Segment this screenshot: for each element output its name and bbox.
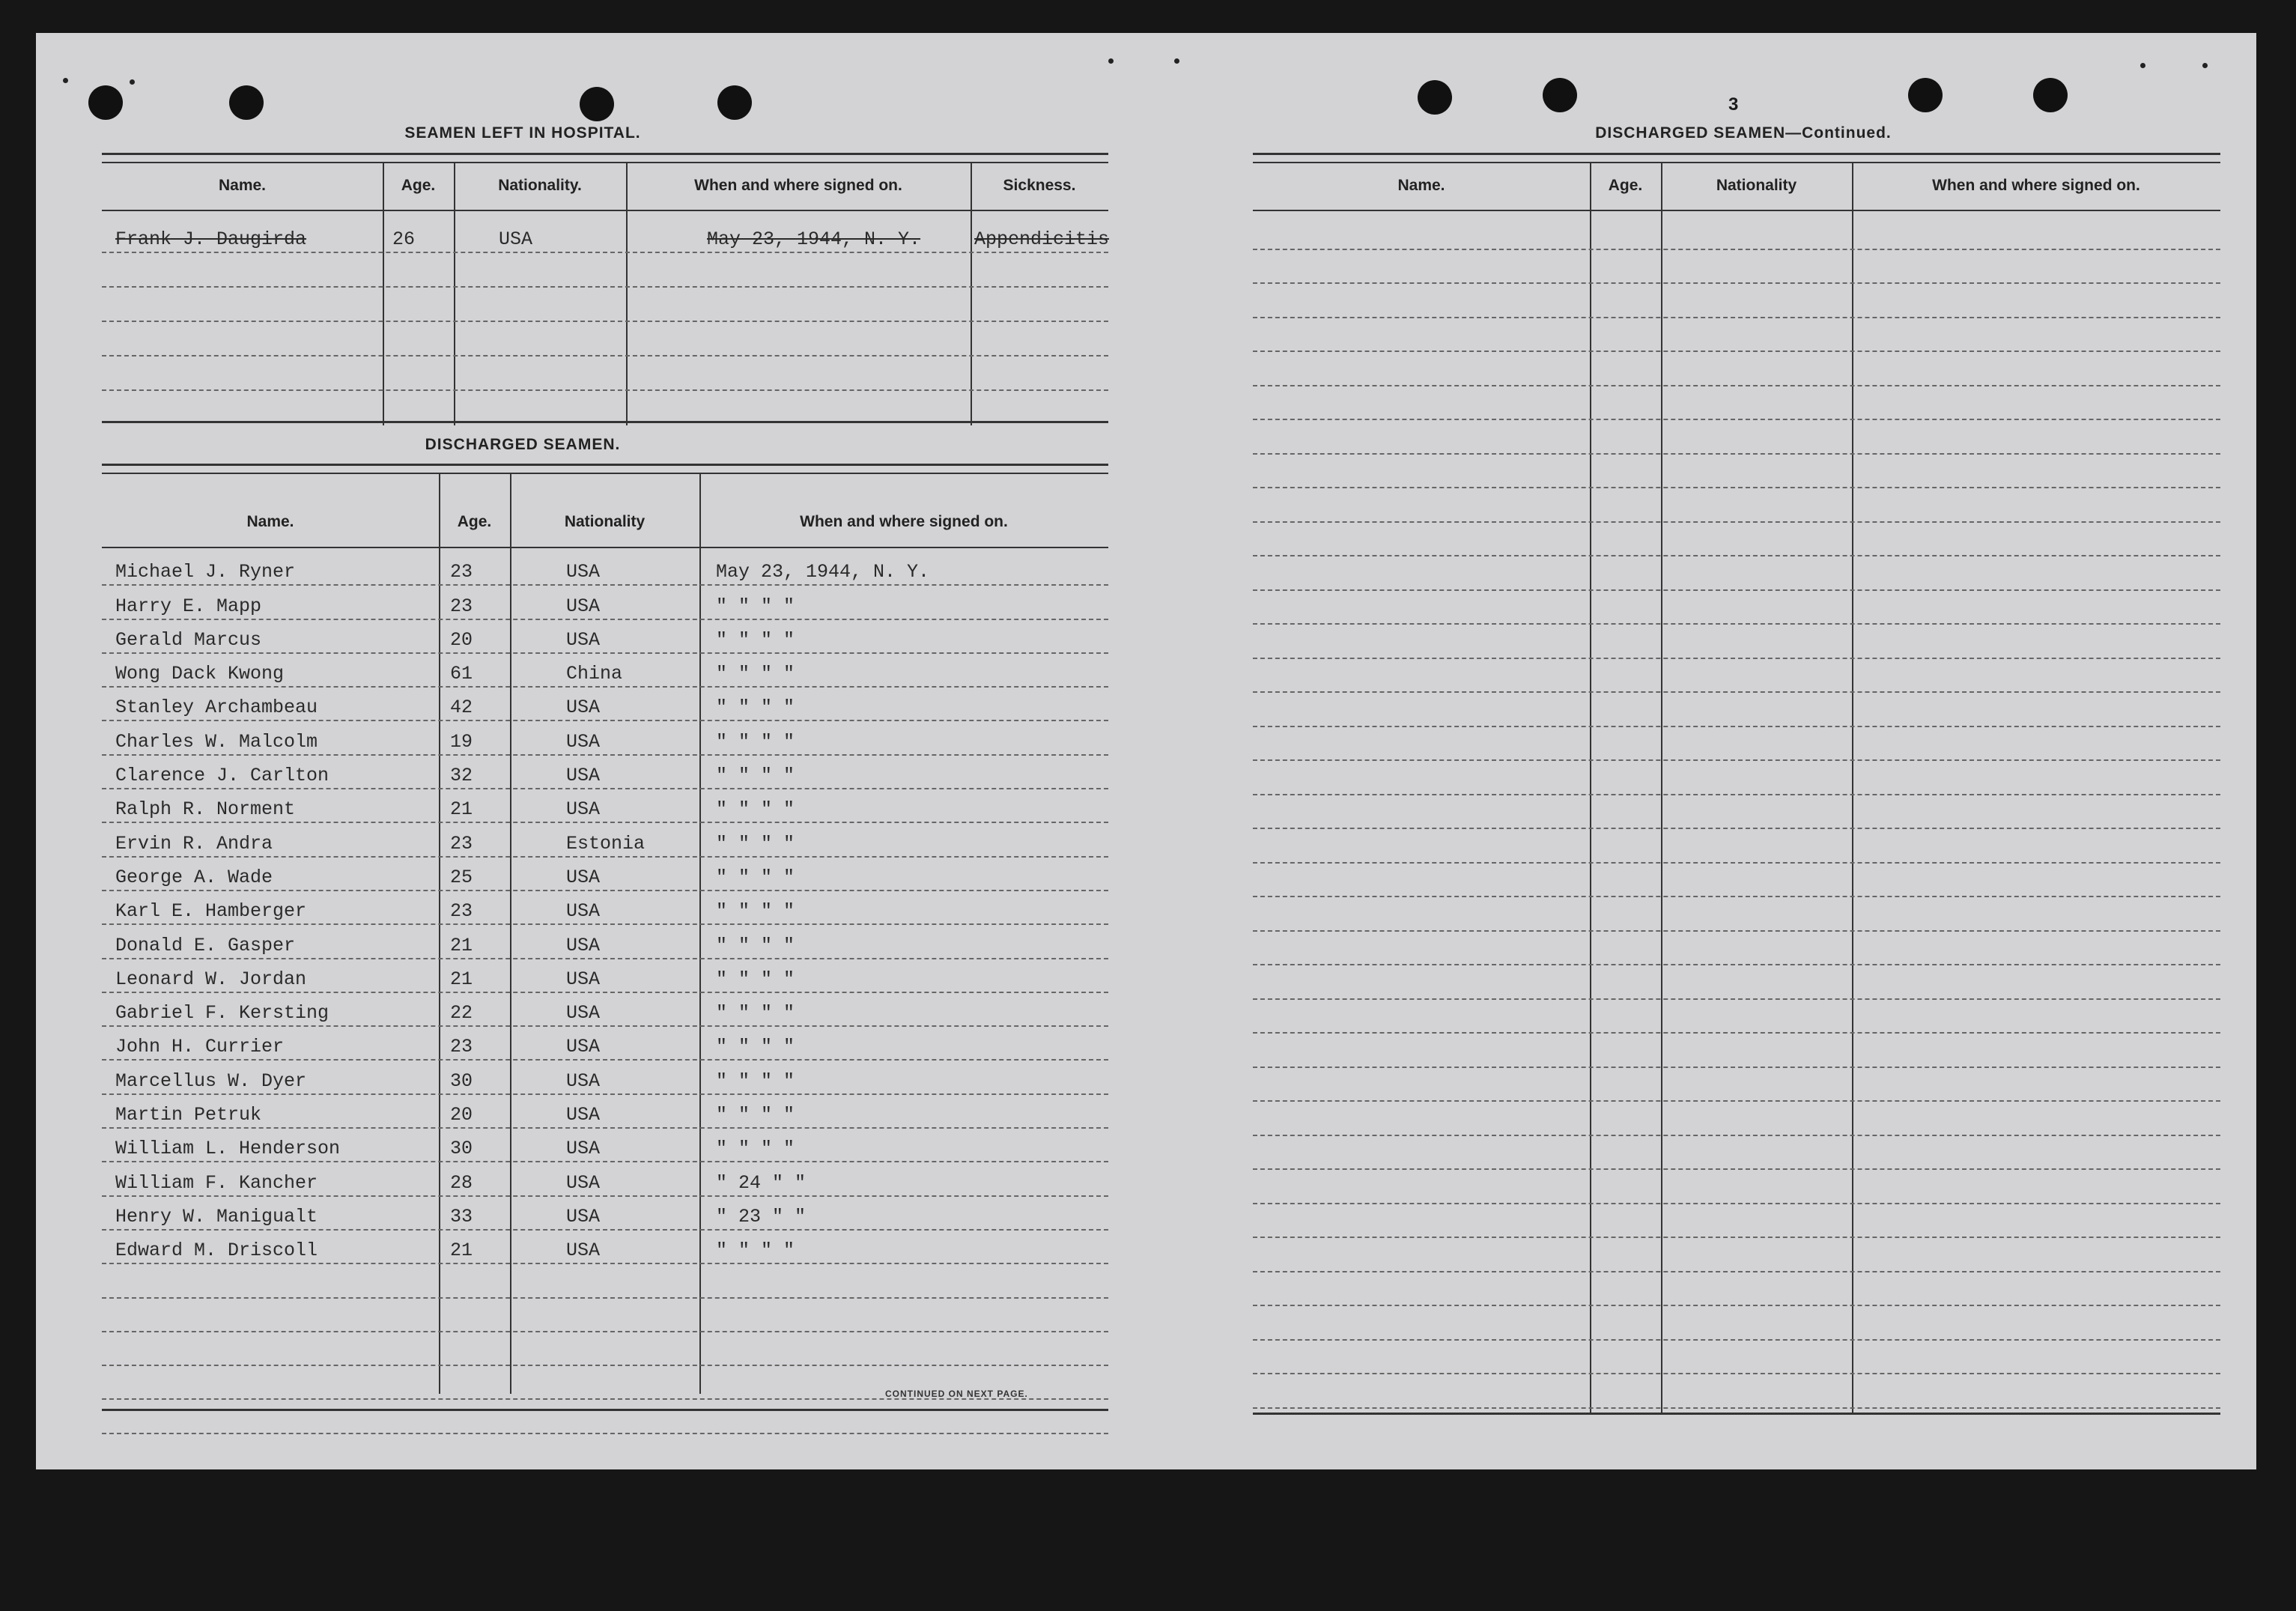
discharged-age-cell: 21 — [450, 934, 473, 956]
table-bottom-rule — [102, 421, 1108, 423]
discharged-nationality-cell: USA — [566, 697, 601, 719]
discharged-name-cell: Leonard W. Jordan — [115, 968, 307, 990]
table-row — [1253, 249, 2220, 285]
table-row — [102, 788, 1108, 823]
discharged-name-cell: William F. Kancher — [115, 1171, 318, 1194]
discharged-nationality-cell: USA — [566, 561, 601, 583]
table-row — [102, 1229, 1108, 1264]
table-row — [1253, 385, 2220, 421]
discharged-nationality-cell: USA — [566, 1205, 601, 1228]
table-row — [102, 720, 1108, 756]
table-row — [102, 1399, 1108, 1434]
column-header-when-where: When and where signed on. — [694, 177, 902, 194]
discharged-nationality-cell: USA — [566, 798, 601, 821]
document-sheet — [36, 33, 2256, 1469]
table-row — [102, 1195, 1108, 1231]
discharged-when-where-cell: " 23 " " — [716, 1205, 807, 1228]
column-header-nationality: Nationality. — [498, 177, 582, 194]
column-header-nationality: Nationality — [1716, 177, 1797, 194]
table-row — [1253, 759, 2220, 795]
column-header-when-where: When and where signed on. — [800, 513, 1008, 530]
discharged-when-where-cell: " " " " — [716, 595, 795, 617]
discharged-when-where-cell: " " " " — [716, 832, 795, 855]
discharged-name-cell: Martin Petruk — [115, 1104, 262, 1126]
table-row — [1253, 1135, 2220, 1171]
discharged-nationality-cell: USA — [566, 595, 601, 617]
table-row — [102, 923, 1108, 959]
table-row — [1253, 1032, 2220, 1068]
discharged-name-cell: Ervin R. Andra — [115, 832, 273, 855]
table-row — [1253, 896, 2220, 932]
discharged-age-cell: 22 — [450, 1002, 473, 1025]
discharged-when-where-cell: " " " " — [716, 866, 795, 888]
discharged-when-where-cell: " " " " — [716, 697, 795, 719]
table-row — [102, 1093, 1108, 1129]
table-row — [1253, 691, 2220, 727]
discharged-nationality-cell: USA — [566, 1002, 601, 1025]
table-row — [102, 992, 1108, 1027]
hospital-name-cell: Frank J. Daugirda — [115, 228, 307, 250]
discharged-section-title: DISCHARGED SEAMEN. — [425, 436, 621, 453]
column-header-nationality: Nationality — [564, 513, 646, 530]
table-top-rule — [102, 153, 1108, 163]
discharged-name-cell: Wong Dack Kwong — [115, 663, 285, 685]
table-row — [1253, 726, 2220, 762]
table-row — [1253, 589, 2220, 625]
table-row — [1253, 794, 2220, 830]
discharged-when-where-cell: " " " " — [716, 628, 795, 651]
table-row — [1253, 453, 2220, 489]
table-row — [1253, 214, 2220, 250]
table-row — [102, 652, 1108, 688]
hospital-sickness-cell: Appendicitis — [974, 228, 1110, 250]
hospital-age-cell: 26 — [392, 228, 416, 250]
discharged-name-cell: Karl E. Hamberger — [115, 900, 307, 923]
discharged-age-cell: 21 — [450, 1240, 473, 1262]
table-row — [1253, 658, 2220, 694]
table-row — [1253, 487, 2220, 523]
discharged-nationality-cell: USA — [566, 1138, 601, 1160]
table-row — [1253, 623, 2220, 659]
column-header-age: Age. — [1608, 177, 1643, 194]
discharged-name-cell: Ralph R. Norment — [115, 798, 296, 821]
discharged-when-where-cell: " " " " — [716, 663, 795, 685]
discharged-when-where-cell: " " " " — [716, 730, 795, 753]
discharged-name-cell: Stanley Archambeau — [115, 697, 318, 719]
table-row — [102, 286, 1108, 322]
table-row — [102, 252, 1108, 288]
discharged-nationality-cell: China — [566, 663, 623, 685]
table-row — [102, 1025, 1108, 1061]
table-row — [102, 619, 1108, 654]
table-row — [1253, 1067, 2220, 1102]
discharged-name-cell: Clarence J. Carlton — [115, 765, 329, 787]
discharged-name-cell: William L. Henderson — [115, 1138, 341, 1160]
discharged-name-cell: Henry W. Manigualt — [115, 1205, 318, 1228]
column-header-name: Name. — [1397, 177, 1445, 194]
table-row — [1253, 1373, 2220, 1409]
discharged-nationality-cell: USA — [566, 1104, 601, 1126]
table-row — [102, 1297, 1108, 1332]
table-row — [102, 890, 1108, 925]
discharged-name-cell: John H. Currier — [115, 1036, 285, 1058]
table-top-rule — [102, 464, 1108, 474]
column-header-name: Name. — [218, 177, 267, 194]
discharged-name-cell: Donald E. Gasper — [115, 934, 296, 956]
column-header-age: Age. — [457, 513, 492, 530]
table-row — [1253, 1203, 2220, 1239]
hospital-nationality-cell: USA — [499, 228, 533, 250]
discharged-when-where-cell: " " " " — [716, 1036, 795, 1058]
discharged-age-cell: 25 — [450, 866, 473, 888]
discharged-name-cell: Gerald Marcus — [115, 628, 262, 651]
column-header-sickness: Sickness. — [1003, 177, 1076, 194]
table-bottom-rule — [1253, 1413, 2220, 1415]
discharged-nationality-cell: USA — [566, 628, 601, 651]
discharged-when-where-cell: " " " " — [716, 934, 795, 956]
table-row — [102, 550, 1108, 586]
table-row — [102, 1161, 1108, 1196]
discharged-age-cell: 32 — [450, 765, 473, 787]
table-top-rule — [1253, 153, 2220, 163]
table-row — [1253, 930, 2220, 966]
table-row — [1253, 828, 2220, 864]
table-row — [102, 1060, 1108, 1095]
discharged-name-cell: Charles W. Malcolm — [115, 730, 318, 753]
discharged-name-cell: Harry E. Mapp — [115, 595, 262, 617]
discharged-age-cell: 21 — [450, 798, 473, 821]
hospital-table — [102, 153, 1108, 460]
table-row — [102, 1127, 1108, 1162]
page-number: 3 — [1728, 94, 1739, 115]
discharged-age-cell: 61 — [450, 663, 473, 685]
hospital-when-where-cell: May 23, 1944, N. Y. — [707, 228, 921, 250]
discharged-when-where-cell: " " " " — [716, 798, 795, 821]
discharged-age-cell: 42 — [450, 697, 473, 719]
discharged-when-where-cell: " " " " — [716, 1070, 795, 1092]
header-rule — [102, 210, 1108, 211]
table-row — [1253, 998, 2220, 1034]
table-row — [1253, 521, 2220, 557]
table-row — [102, 958, 1108, 993]
discharged-when-where-cell: " " " " — [716, 1002, 795, 1025]
discharged-when-where-cell: " " " " — [716, 968, 795, 990]
discharged-age-cell: 30 — [450, 1070, 473, 1092]
table-row — [1253, 419, 2220, 455]
table-row — [102, 321, 1108, 357]
discharged-nationality-cell: USA — [566, 900, 601, 923]
table-row — [102, 686, 1108, 721]
discharged-table — [102, 464, 1108, 1415]
discharged-age-cell: 20 — [450, 628, 473, 651]
table-row — [1253, 1271, 2220, 1307]
discharged-age-cell: 23 — [450, 1036, 473, 1058]
discharged-age-cell: 23 — [450, 900, 473, 923]
hospital-section-title: SEAMEN LEFT IN HOSPITAL. — [404, 124, 641, 142]
table-row — [102, 584, 1108, 619]
discharged-name-cell: Edward M. Driscoll — [115, 1240, 318, 1262]
table-row — [102, 822, 1108, 857]
table-row — [1253, 1339, 2220, 1375]
table-row — [1253, 351, 2220, 386]
table-row — [1253, 964, 2220, 1000]
discharged-nationality-cell: USA — [566, 934, 601, 956]
table-row — [1253, 1168, 2220, 1204]
discharged-age-cell: 23 — [450, 595, 473, 617]
column-header-name: Name. — [246, 513, 294, 530]
table-row — [102, 754, 1108, 789]
discharged-when-where-cell: " " " " — [716, 1104, 795, 1126]
table-row — [102, 1263, 1108, 1298]
discharged-nationality-cell: Estonia — [566, 832, 646, 855]
discharged-age-cell: 21 — [450, 968, 473, 990]
table-bottom-rule — [102, 1409, 1108, 1411]
column-header-when-where: When and where signed on. — [1932, 177, 2140, 194]
discharged-when-where-cell: " 24 " " — [716, 1171, 807, 1194]
discharged-when-where-cell: " " " " — [716, 1240, 795, 1262]
discharged-when-where-cell: " " " " — [716, 765, 795, 787]
discharged-name-cell: Michael J. Ryner — [115, 561, 296, 583]
discharged-nationality-cell: USA — [566, 1070, 601, 1092]
discharged-age-cell: 28 — [450, 1171, 473, 1194]
table-row — [102, 355, 1108, 391]
discharged-age-cell: 19 — [450, 730, 473, 753]
discharged-nationality-cell: USA — [566, 866, 601, 888]
discharged-name-cell: Gabriel F. Kersting — [115, 1002, 329, 1025]
table-row — [1253, 282, 2220, 318]
discharged-nationality-cell: USA — [566, 1036, 601, 1058]
table-row — [1253, 862, 2220, 898]
discharged-continued-table — [1253, 153, 2220, 1419]
discharged-nationality-cell: USA — [566, 1171, 601, 1194]
discharged-nationality-cell: USA — [566, 968, 601, 990]
discharged-name-cell: Marcellus W. Dyer — [115, 1070, 307, 1092]
table-row — [1253, 317, 2220, 353]
continued-note: CONTINUED ON NEXT PAGE. — [885, 1389, 1028, 1399]
discharged-when-where-cell: " " " " — [716, 900, 795, 923]
table-row — [102, 1331, 1108, 1366]
left-page — [36, 33, 1144, 1469]
table-row — [1253, 555, 2220, 591]
header-rule — [1253, 210, 2220, 211]
discharged-when-where-cell: May 23, 1944, N. Y. — [716, 561, 930, 583]
discharged-nationality-cell: USA — [566, 765, 601, 787]
discharged-nationality-cell: USA — [566, 730, 601, 753]
discharged-continued-title: DISCHARGED SEAMEN—Continued. — [1595, 124, 1892, 142]
table-row — [1253, 1237, 2220, 1272]
discharged-age-cell: 23 — [450, 561, 473, 583]
discharged-nationality-cell: USA — [566, 1240, 601, 1262]
table-row — [102, 220, 1108, 253]
discharged-age-cell: 33 — [450, 1205, 473, 1228]
discharged-age-cell: 23 — [450, 832, 473, 855]
table-row — [1253, 1305, 2220, 1341]
discharged-when-where-cell: " " " " — [716, 1138, 795, 1160]
discharged-age-cell: 30 — [450, 1138, 473, 1160]
table-row — [1253, 1100, 2220, 1136]
discharged-name-cell: George A. Wade — [115, 866, 273, 888]
right-page — [1144, 33, 2256, 1469]
header-rule — [102, 547, 1108, 548]
discharged-age-cell: 20 — [450, 1104, 473, 1126]
table-row — [102, 856, 1108, 891]
column-header-age: Age. — [401, 177, 436, 194]
